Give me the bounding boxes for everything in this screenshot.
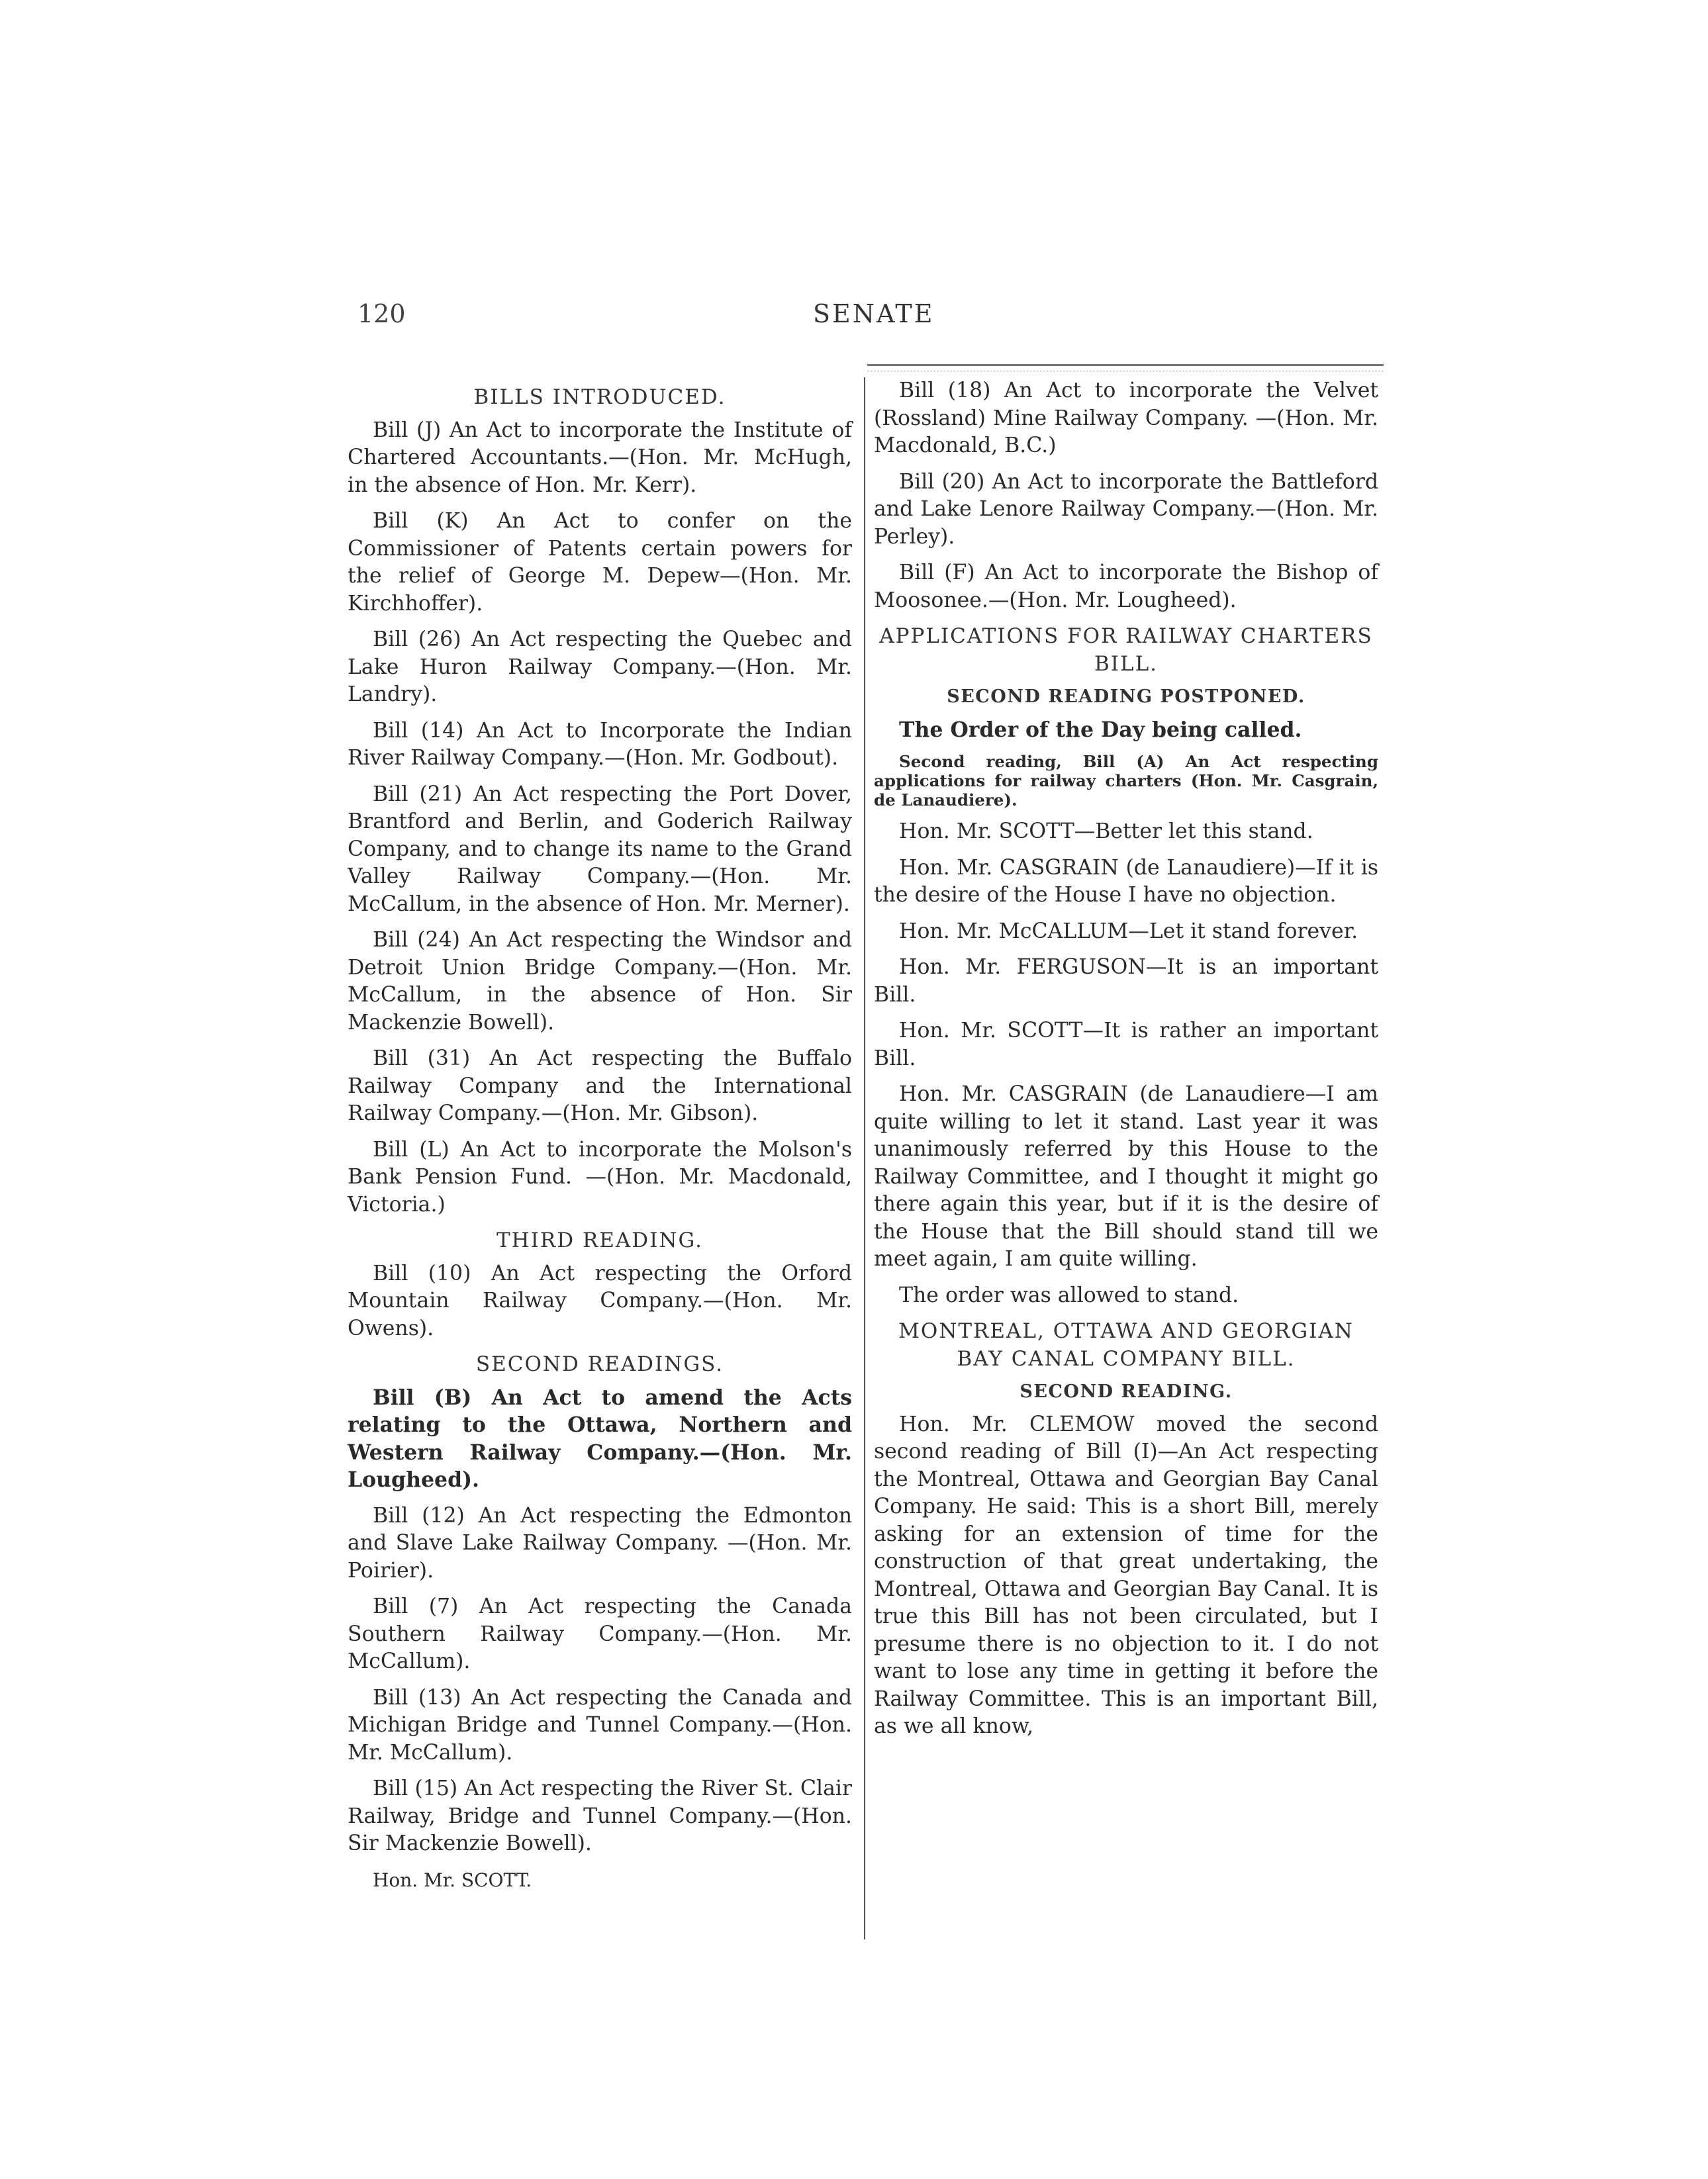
right-column — [874, 377, 1378, 1749]
speech: Hon. Mr. FERGUSON—It is an important Bill. — [874, 955, 1378, 1007]
speaker-line: Hon. Mr. SCOTT. — [373, 1869, 532, 1891]
speech: The order was allowed to stand. — [899, 1283, 1239, 1307]
column-divider — [864, 377, 865, 1939]
bill-entry: Bill (20) An Act to incorporate the Battleford and Lake Lenore Railway Company.—(Hon. Mr. Perley). — [874, 469, 1378, 549]
bill-entry: Bill (31) An Act respecting the Buffalo Railway Company and the International Railway Company.—(Hon. Mr. Gibson). — [348, 1046, 852, 1125]
bill-entry: Bill (18) An Act to incorporate the Velvet (Rossland) Mine Railway Company. —(Hon. Mr. Macdonald, B.C.) — [874, 379, 1378, 457]
running-head: SENATE — [813, 299, 935, 328]
section-heading-canal-bill: MONTREAL, OTTAWA AND GEORGIAN BAY CANAL COMPANY BILL. — [898, 1319, 1354, 1371]
page-number: 120 — [357, 299, 406, 328]
bill-entry: Bill (24) An Act respecting the Windsor and Detroit Union Bridge Company.—(Hon. Mr. McCallum, in the absence of Hon. Sir Mackenzie Bowell). — [348, 928, 852, 1035]
motion-text: Second reading, Bill (A) An Act respecting applications for railway charters (Hon. Mr. Casgrain, de Lanaudiere). — [874, 752, 1378, 810]
speech: Hon. Mr. SCOTT—It is rather an important Bill. — [874, 1019, 1378, 1070]
order-called: The Order of the Day being called. — [899, 717, 1302, 742]
section-heading-second-readings: SECOND READINGS. — [475, 1352, 724, 1376]
bill-entry: Bill (10) An Act respecting the Orford Mountain Railway Company.—(Hon. Mr. Owens). — [348, 1261, 852, 1340]
subheading-second-reading-postponed: SECOND READING POSTPONED. — [947, 686, 1305, 707]
speech: Hon. Mr. CASGRAIN (de Lanaudiere)—If it is the desire of the House I have no objection. — [874, 855, 1378, 907]
subheading-second-reading: SECOND READING. — [1020, 1381, 1233, 1402]
bill-entry: Bill (26) An Act respecting the Quebec and Lake Huron Railway Company.—(Hon. Mr. Landry). — [348, 627, 852, 706]
bill-entry: Bill (15) An Act respecting the River St. Clair Railway, Bridge and Tunnel Company.—(Hon. Sir Mackenzie Bowell). — [348, 1777, 852, 1855]
speech: Hon. Mr. CASGRAIN (de Lanaudiere—I am quite willing to let it stand. Last year it was unanimously referred by this House to the Railway Committee, and I thought it might go there again this year, but if it is the desire of the House that the Bill should stand till we meet again, I am quite willing. — [874, 1082, 1378, 1271]
bill-entry: Bill (F) An Act to incorporate the Bishop of Moosonee.—(Hon. Mr. Lougheed). — [874, 561, 1378, 612]
header-rule — [867, 364, 1384, 366]
speech: Hon. Mr. McCALLUM—Let it stand forever. — [899, 919, 1358, 943]
left-column — [348, 377, 852, 1894]
bill-entry: Bill (13) An Act respecting the Canada and Michigan Bridge and Tunnel Company.—(Hon. Mr. McCallum). — [348, 1685, 852, 1765]
speech: Hon. Mr. SCOTT—Better let this stand. — [899, 819, 1313, 843]
bill-entry: Bill (J) An Act to incorporate the Institute of Chartered Accountants.—(Hon. Mr. McHugh, in the absence of Hon. Mr. Kerr). — [348, 418, 852, 497]
bill-entry: Bill (21) An Act respecting the Port Dover, Brantford and Berlin, and Goderich Railway Company, and to change its name to the Grand Valley Railway Company.—(Hon. Mr. McCallum, in the absence of Hon. Mr. Merner). — [348, 782, 852, 916]
section-heading-railway-charters: APPLICATIONS FOR RAILWAY CHARTERS BILL. — [879, 624, 1373, 676]
speech: Hon. Mr. CLEMOW moved the second second reading of Bill (I)—An Act respecting the Montreal, Ottawa and Georgian Bay Canal Company. He said: This is a short Bill, merely asking for an extension of time for the construction of that great undertaking, the Montreal, Ottawa and Georgian Bay Canal. It is true this Bill has not been circulated, but I presume there is no objection to it. I do not want to lose any time in getting it before the Railway Committee. This is an important Bill, as we all know, — [874, 1412, 1378, 1738]
section-heading-third-reading: THIRD READING. — [496, 1229, 704, 1252]
bill-entry: Bill (L) An Act to incorporate the Molson's Bank Pension Fund. —(Hon. Mr. Macdonald, Victoria.) — [348, 1137, 852, 1217]
bill-entry: Bill (7) An Act respecting the Canada Southern Railway Company.—(Hon. Mr. McCallum). — [348, 1595, 852, 1673]
section-heading-bills-introduced: BILLS INTRODUCED. — [473, 385, 726, 409]
bill-entry: Bill (B) An Act to amend the Acts relating to the Ottawa, Northern and Western Railway Company.—(Hon. Mr. Lougheed). — [348, 1385, 852, 1492]
bill-entry: Bill (14) An Act to Incorporate the Indian River Railway Company.—(Hon. Mr. Godbout). — [348, 718, 852, 770]
bill-entry: Bill (K) An Act to confer on the Commissioner of Patents certain powers for the relief of George M. Depew—(Hon. Mr. Kirchhoffer). — [348, 509, 852, 616]
bill-entry: Bill (12) An Act respecting the Edmonton and Slave Lake Railway Company. —(Hon. Mr. Poirier). — [348, 1503, 852, 1583]
